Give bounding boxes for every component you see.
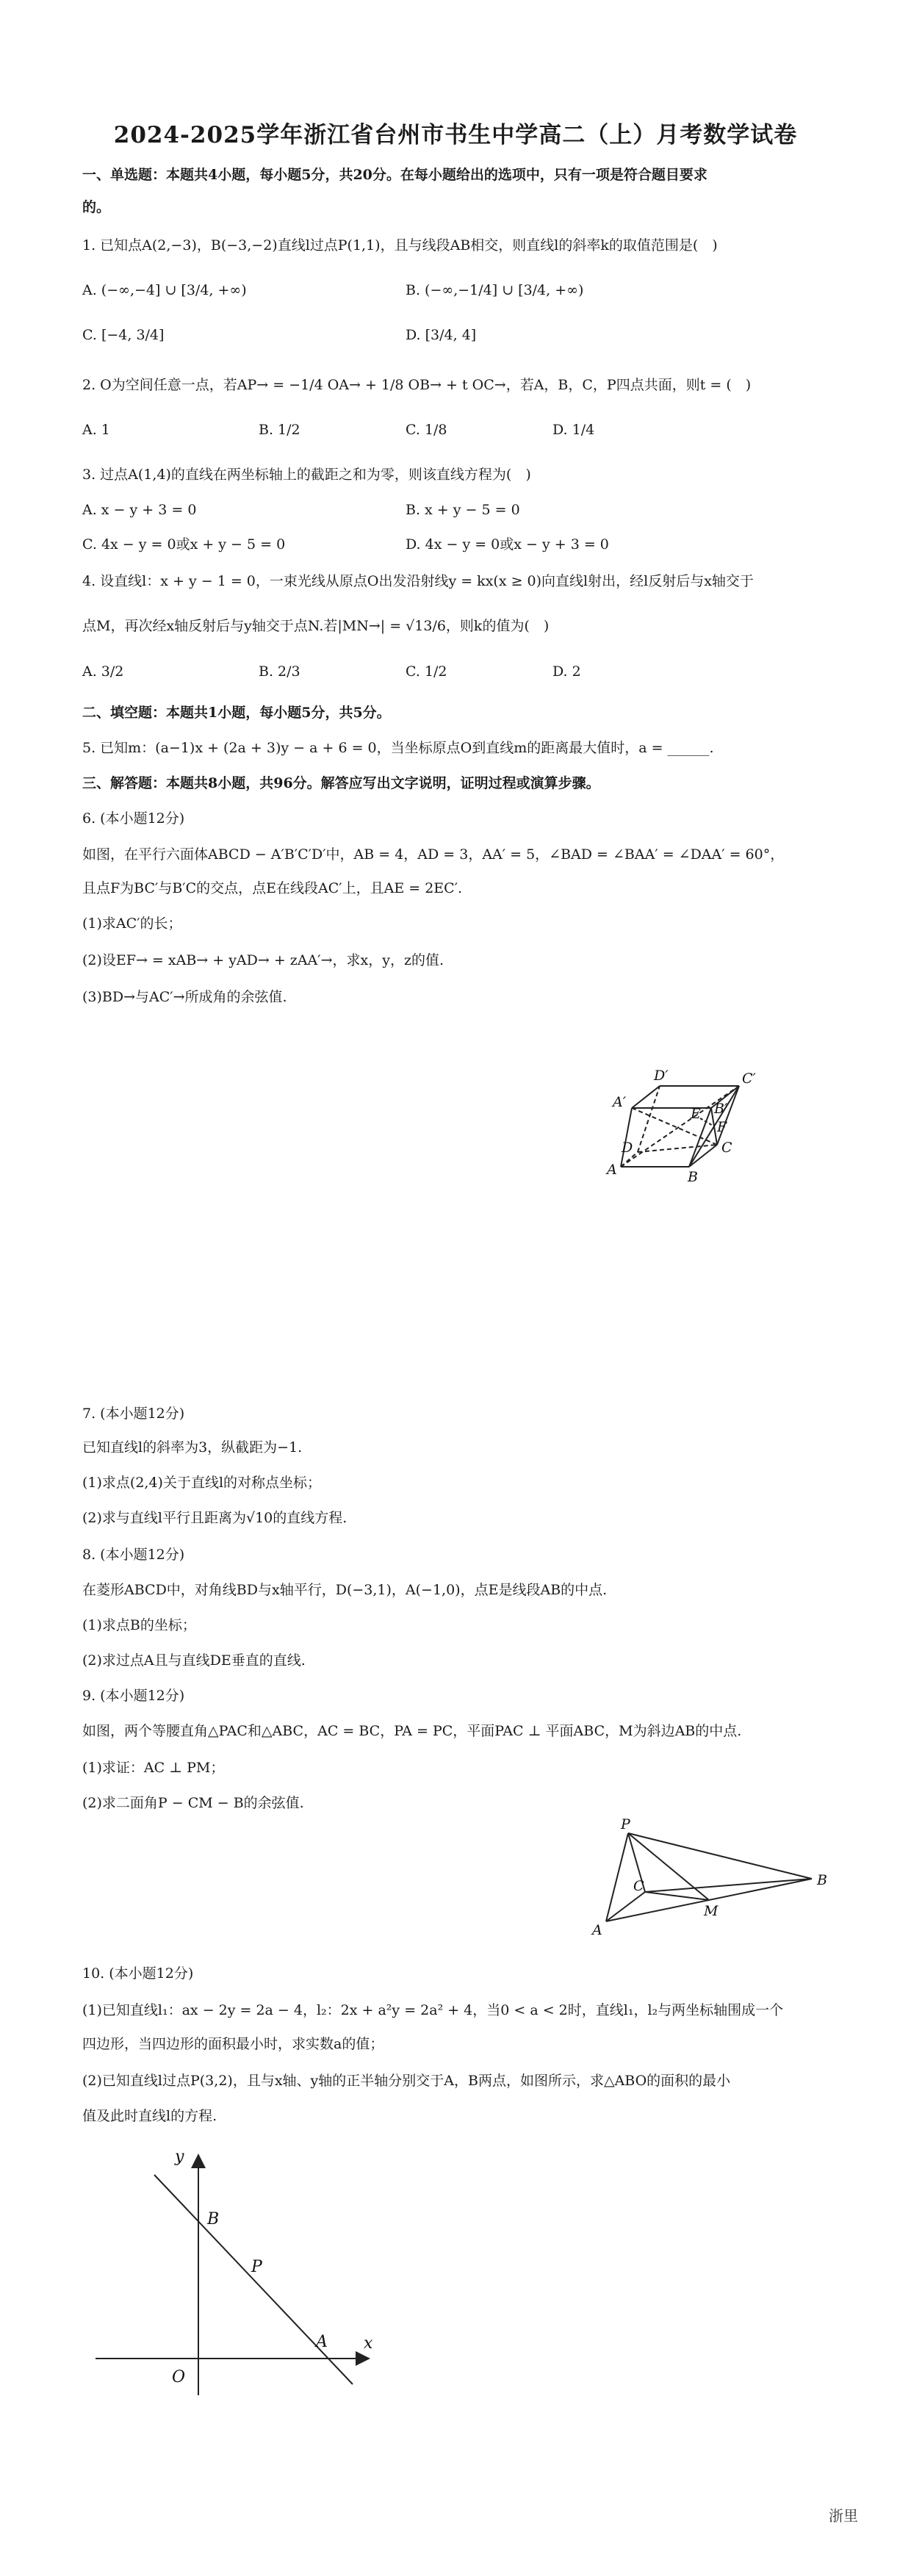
q9-part2: (2)求二面角P − CM − B的余弦值. xyxy=(82,1795,304,1811)
edge-CB xyxy=(645,1879,812,1892)
q3-option-c: C. 4x − y = 0或x + y − 5 = 0 xyxy=(82,536,286,553)
q6-part2: (2)设EF→ = xAB→ + yAD→ + zAA′→，求x，y，z的值. xyxy=(82,952,444,968)
q5-stem: 5. 已知m：(a−1)x + (2a + 3)y − a + 6 = 0，当坐标原点O到直线m的距离最大值时，a = ______. xyxy=(82,740,714,756)
q3-option-b: B. x + y − 5 = 0 xyxy=(406,502,520,518)
q2-option-a: A. 1 xyxy=(82,422,110,438)
label-D1: D′ xyxy=(654,1068,669,1084)
label-B1: B′ xyxy=(714,1101,728,1117)
label-B: B xyxy=(688,1169,698,1183)
label-P: P xyxy=(251,2258,262,2276)
label-M: M xyxy=(704,1903,719,1919)
q4-option-a: A. 3/2 xyxy=(82,663,124,680)
q7-line1: 已知直线l的斜率为3，纵截距为−1. xyxy=(82,1439,303,1456)
q7-part2: (2)求与直线l平行且距离为√10的直线方程. xyxy=(82,1510,348,1526)
q2-option-c: C. 1/8 xyxy=(406,422,447,438)
label-A: A xyxy=(592,1922,602,1938)
q4-stem-line1: 4. 设直线l：x + y − 1 = 0，一束光线从原点O出发沿射线y = kx(x ≥ 0)向直线l射出，经l反射后与x轴交于 xyxy=(82,573,754,589)
edge-DD1 xyxy=(638,1086,660,1152)
q6-header: 6. (本小题12分) xyxy=(82,810,185,827)
label-P: P xyxy=(621,1818,630,1832)
q1-option-a: A. (−∞,−4] ∪ [3/4, +∞) xyxy=(82,282,247,298)
label-E: E xyxy=(691,1106,701,1122)
label-O: O xyxy=(172,2368,186,2386)
q8-line1: 在菱形ABCD中，对角线BD与x轴平行，D(−3,1)，A(−1,0)，点E是线段AB的中点. xyxy=(82,1582,608,1598)
pyramid-figure xyxy=(588,1818,838,1943)
label-A: A xyxy=(316,2333,328,2351)
q7-header: 7. (本小题12分) xyxy=(82,1406,185,1422)
q3-option-a: A. x − y + 3 = 0 xyxy=(82,502,197,518)
q6-part1: (1)求AC′的长； xyxy=(82,915,182,932)
q2-stem: 2. O为空间任意一点，若AP→ = −1/4 OA→ + 1/8 OB→ + t OC→，若A，B，C，P四点共面，则t = ( ) xyxy=(82,377,752,393)
q9-header: 9. (本小题12分) xyxy=(82,1688,185,1704)
q2-option-d: D. 1/4 xyxy=(552,422,595,438)
coordinate-figure xyxy=(81,2145,389,2410)
q8-part1: (1)求点B的坐标； xyxy=(82,1617,196,1633)
label-B: B xyxy=(817,1872,827,1888)
q1-stem: 1. 已知点A(2,−3)，B(−3,−2)直线l过点P(1,1)，且与线段AB相交，则直线l的斜率k的取值范围是( ) xyxy=(82,237,718,253)
parallelepiped-figure xyxy=(602,1007,838,1183)
q6-part3: (3)BD→与AC′→所成角的余弦值. xyxy=(82,989,287,1005)
q4-option-d: D. 2 xyxy=(552,663,581,680)
q4-option-b: B. 2/3 xyxy=(259,663,300,680)
label-C1: C′ xyxy=(742,1071,756,1087)
label-B: B xyxy=(207,2210,220,2228)
q1-option-c: C. [−4, 3/4] xyxy=(82,327,165,343)
q3-stem: 3. 过点A(1,4)的直线在两坐标轴上的截距之和为零，则该直线方程为( ) xyxy=(82,467,531,483)
label-x: x xyxy=(364,2334,373,2353)
line-l xyxy=(154,2175,353,2384)
section-fill-blank: 二、填空题：本题共1小题，每小题5分，共5分。 xyxy=(82,705,391,721)
q1-option-d: D. [3/4, 4] xyxy=(406,327,477,343)
q10-line2: 四边形，当四边形的面积最小时，求实数a的值； xyxy=(82,2036,384,2052)
edge-AA1 xyxy=(621,1108,632,1167)
q8-part2: (2)求过点A且与直线DE垂直的直线. xyxy=(82,1652,306,1669)
q7-part1: (1)求点(2,4)关于直线l的对称点坐标； xyxy=(82,1475,322,1491)
q10-header: 10. (本小题12分) xyxy=(82,1965,194,1982)
q6-line1: 如图，在平行六面体ABCD − A′B′C′D′中，AB = 4，AD = 3，AA′ = 5，∠BAD = ∠BAA′ = ∠DAA′ = 60°， xyxy=(82,846,785,863)
section-single-choice: 一、单选题：本题共4小题，每小题5分，共20分。在每小题给出的选项中，只有一项是符合题目要求 xyxy=(82,167,707,183)
section-solutions: 三、解答题：本题共8小题，共96分。解答应写出文字说明，证明过程或演算步骤。 xyxy=(82,775,600,791)
q2-option-b: B. 1/2 xyxy=(259,422,300,438)
q1-option-b: B. (−∞,−1/4] ∪ [3/4, +∞) xyxy=(406,282,584,298)
q9-line1: 如图，两个等腰直角△PAC和△ABC，AC = BC，PA = PC，平面PAC ⊥ 平面ABC，M为斜边AB的中点. xyxy=(82,1723,742,1739)
page-title: 2024-2025学年浙江省台州市书生中学高二（上）月考数学试卷 xyxy=(113,122,798,148)
footer-mark: 浙里 xyxy=(829,2507,858,2525)
label-A1: A′ xyxy=(613,1094,627,1110)
q6-line2: 且点F为BC′与B′C的交点，点E在线段AC′上，且AE = 2EC′. xyxy=(82,880,463,896)
q10-line3: (2)已知直线l过点P(3,2)，且与x轴、y轴的正半轴分别交于A，B两点，如图所示，求△ABO的面积的最小 xyxy=(82,2073,731,2089)
edge-DC xyxy=(638,1145,717,1152)
q3-option-d: D. 4x − y = 0或x − y + 3 = 0 xyxy=(406,536,609,553)
label-y: y xyxy=(175,2148,184,2166)
label-D: D xyxy=(622,1140,633,1156)
section-single-choice-cont: 的。 xyxy=(82,199,111,215)
q4-option-c: C. 1/2 xyxy=(406,663,447,680)
label-C: C xyxy=(633,1878,644,1894)
label-F: F xyxy=(717,1119,727,1135)
q8-header: 8. (本小题12分) xyxy=(82,1547,185,1563)
q9-part1: (1)求证：AC ⊥ PM； xyxy=(82,1760,225,1776)
q10-line4: 值及此时直线l的方程. xyxy=(82,2108,217,2124)
segment-CM xyxy=(645,1892,709,1900)
edge-A1D1 xyxy=(632,1086,660,1108)
q4-stem-line2: 点M，再次经x轴反射后与y轴交于点N.若|MN→| = √13/6，则k的值为( ) xyxy=(82,618,550,634)
label-C: C xyxy=(721,1140,732,1156)
q10-line1: (1)已知直线l₁：ax − 2y = 2a − 4，l₂：2x + a²y = 2a² + 4，当0 < a < 2时，直线l₁，l₂与两坐标轴围成一个 xyxy=(82,2002,784,2018)
label-A: A xyxy=(607,1162,617,1178)
